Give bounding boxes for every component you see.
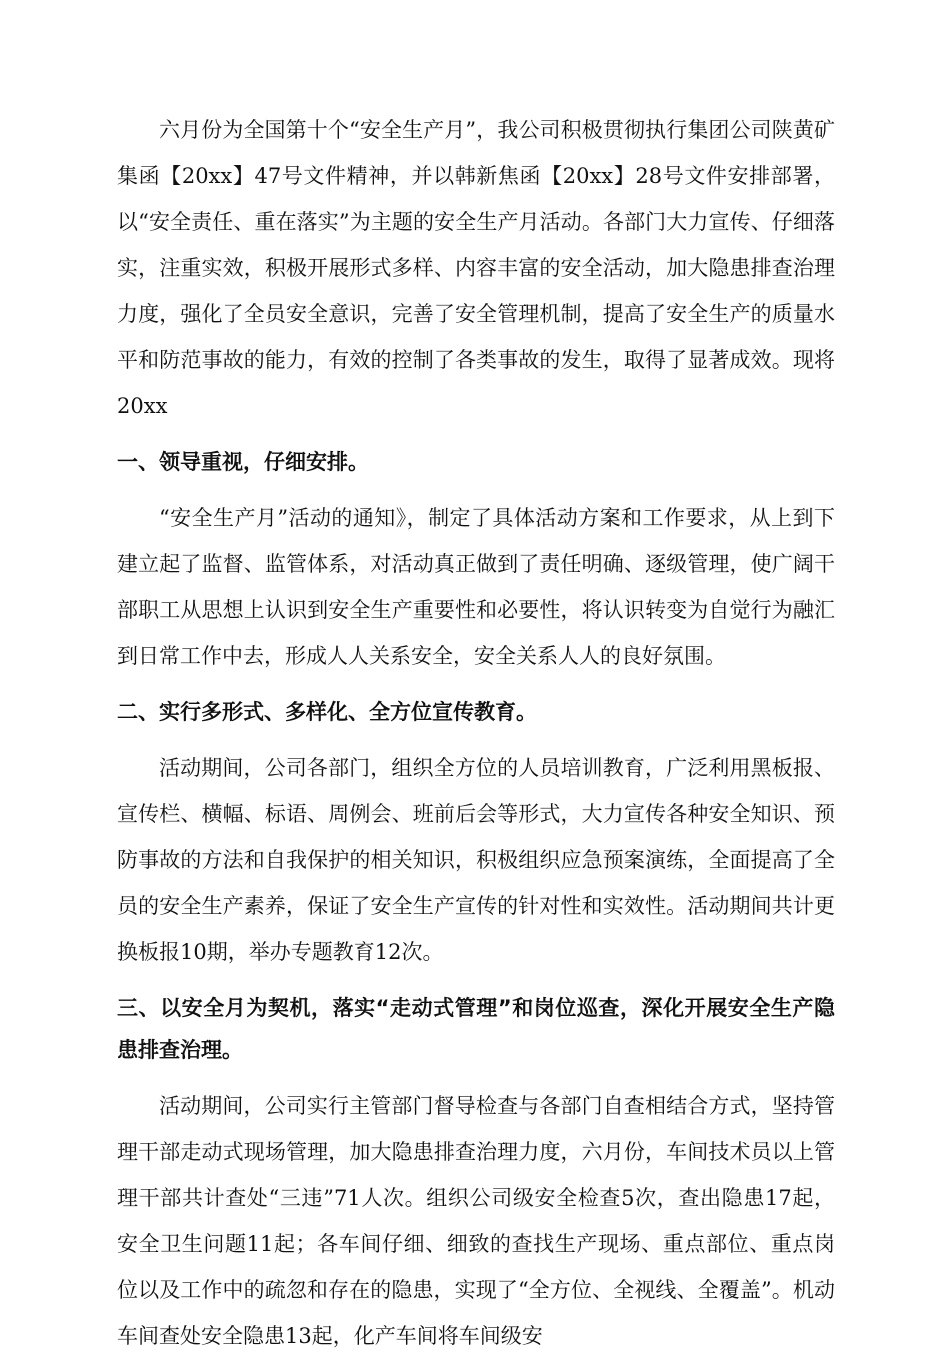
section-2-heading: 二、实行多形式、多样化、全方位宣传教育。 (117, 700, 537, 724)
section-1-heading: 一、领导重视，仔细安排。 (117, 450, 369, 474)
section-3-heading: 三、以安全月为契机，落实“走动式管理”和岗位巡查，深化开展安全生产隐患排查治理。 (117, 996, 835, 1062)
intro-paragraph: 六月份为全国第十个“安全生产月”，我公司积极贯彻执行集团公司陕黄矿集函【20xx】47号文件精神，并以韩新焦函【20xx】28号文件安排部署，以“安全责任、重在落实”为主题的安全生产月活动。各部门大力宣传、仔细落实，注重实效，积极开展形式多样、内容丰富的安全活动，加大隐患排查治理力度，强化了全员安全意识，完善了安全管理机制，提高了安全生产的质量水平和防范事故的能力，有效的控制了各类事故的发生，取得了显著成效。现将20xx (117, 118, 835, 418)
section-2-paragraph: 活动期间，公司各部门，组织全方位的人员培训教育，广泛利用黑板报、宣传栏、横幅、标语、周例会、班前后会等形式，大力宣传各种安全知识、预防事故的方法和自我保护的相关知识，积极组织应急预案演练，全面提高了全员的安全生产素养，保证了安全生产宣传的针对性和实效性。活动期间共计更换板报10期，举办专题教育12次。 (117, 756, 835, 964)
section-3-paragraph: 活动期间，公司实行主管部门督导检查与各部门自查相结合方式，坚持管理干部走动式现场管理，加大隐患排查治理力度，六月份，车间技术员以上管理干部共计查处“三违”71人次。组织公司级安全检查5次，查出隐患17起，安全卫生问题11起；各车间仔细、细致的查找生产现场、重点部位、重点岗位以及工作中的疏忽和存在的隐患，实现了“全方位、全视线、全覆盖”。机动车间查处安全隐患13起，化产车间将车间级安 (117, 1094, 835, 1348)
section-1-paragraph: “安全生产月”活动的通知》，制定了具体活动方案和工作要求，从上到下建立起了监督、监管体系，对活动真正做到了责任明确、逐级管理，使广阔干部职工从思想上认识到安全生产重要性和必要性，将认识转变为自觉行为融汇到日常工作中去，形成人人关系安全，安全关系人人的良好氛围。 (117, 506, 835, 668)
document-body (117, 107, 835, 1359)
